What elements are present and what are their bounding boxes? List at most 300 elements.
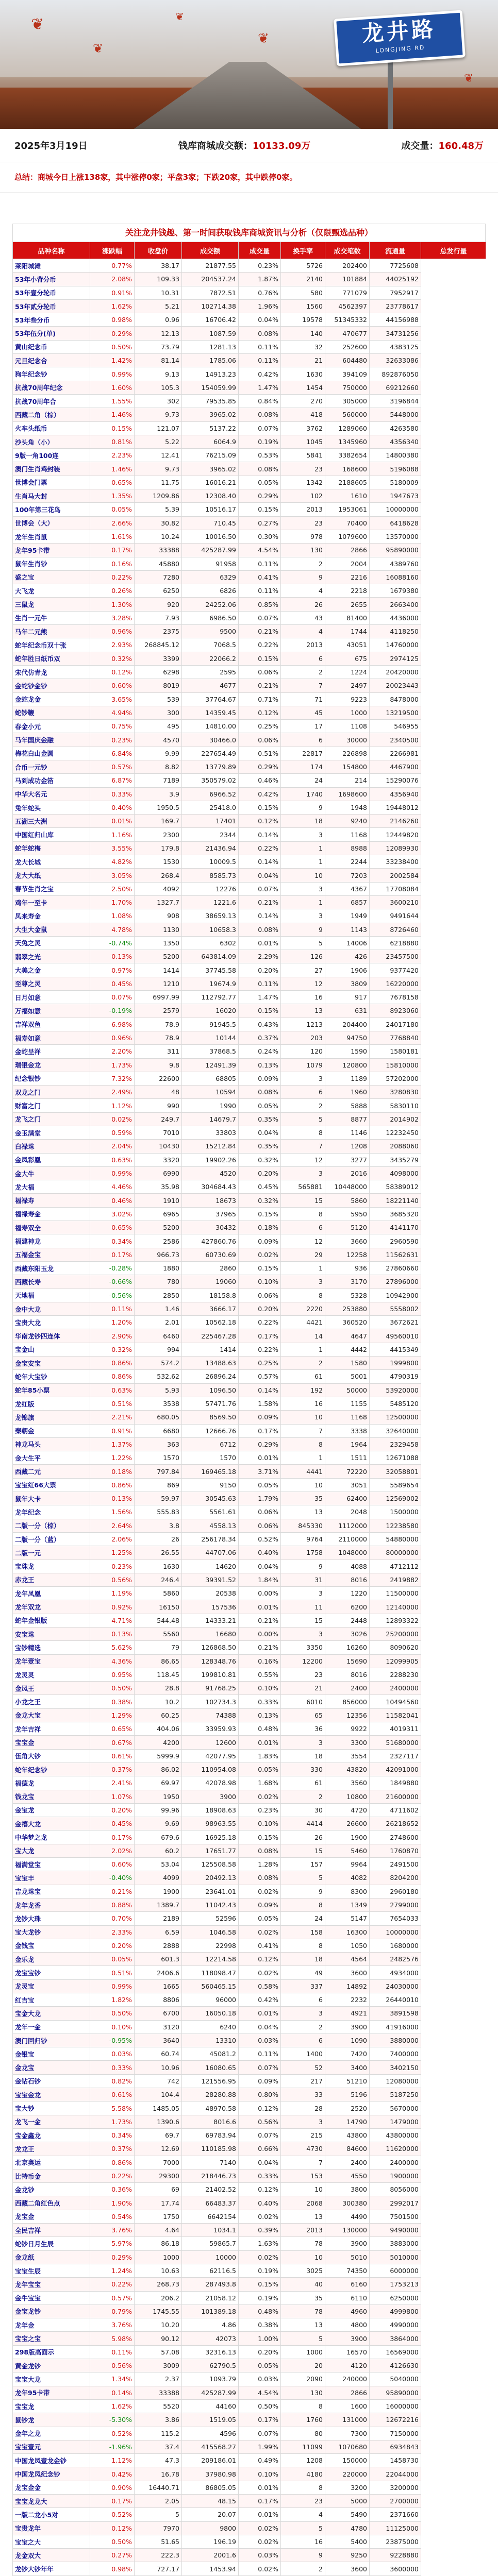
table-row[interactable] <box>13 1776 486 1790</box>
table-row[interactable] <box>13 1749 486 1762</box>
table-row[interactable] <box>13 2359 486 2372</box>
item-name-cell[interactable]: 53年贰分轮币 <box>13 299 90 313</box>
table-row[interactable] <box>13 1153 486 1166</box>
table-row[interactable] <box>13 1261 486 1275</box>
table-row[interactable] <box>13 2399 486 2413</box>
item-name-cell[interactable]: 龙钞大珠 <box>13 1912 90 1925</box>
table-row[interactable] <box>13 1383 486 1397</box>
table-row[interactable] <box>13 2156 486 2169</box>
item-name-cell[interactable]: 金凤王 <box>13 1682 90 1695</box>
table-row[interactable] <box>13 1329 486 1343</box>
table-row[interactable] <box>13 1627 486 1640</box>
table-row[interactable] <box>13 1166 486 1180</box>
table-row[interactable] <box>13 1979 486 1993</box>
table-row[interactable] <box>13 1817 486 1831</box>
table-row[interactable] <box>13 598 486 611</box>
item-name-cell[interactable]: 宝宝龙 <box>13 2399 90 2413</box>
table-row[interactable] <box>13 2304 486 2318</box>
table-row[interactable] <box>13 1058 486 1072</box>
table-row[interactable] <box>13 2264 486 2277</box>
table-row[interactable] <box>13 421 486 435</box>
table-row[interactable] <box>13 1858 486 1871</box>
column-header[interactable]: 成交额 <box>182 242 239 259</box>
table-row[interactable] <box>13 611 486 624</box>
item-name-cell[interactable]: 鼠年生肖钞 <box>13 557 90 570</box>
item-name-cell[interactable]: 福德龙 <box>13 1776 90 1790</box>
table-row[interactable] <box>13 299 486 313</box>
table-row[interactable] <box>13 2224 486 2237</box>
table-row[interactable] <box>13 1641 486 1654</box>
table-row[interactable] <box>13 977 486 990</box>
table-row[interactable] <box>13 2047 486 2061</box>
item-name-cell[interactable]: 龙金双大 <box>13 2549 90 2562</box>
table-row[interactable] <box>13 1072 486 1085</box>
table-row[interactable] <box>13 2345 486 2359</box>
item-name-cell[interactable]: 金龙宝 <box>13 2061 90 2074</box>
item-name-cell[interactable]: 西藏长寿 <box>13 1275 90 1289</box>
item-name-cell[interactable]: 蛇钞日月生辰 <box>13 2237 90 2250</box>
item-name-cell[interactable]: 53年壹分轮币 <box>13 286 90 299</box>
table-row[interactable] <box>13 2481 486 2494</box>
item-name-cell[interactable]: 天兔之灵 <box>13 936 90 950</box>
item-name-cell[interactable]: 福寿双全 <box>13 1221 90 1234</box>
table-row[interactable] <box>13 1126 486 1140</box>
table-row[interactable] <box>13 1803 486 1817</box>
table-row[interactable] <box>13 489 486 503</box>
table-row[interactable] <box>13 2549 486 2562</box>
table-row[interactable] <box>13 354 486 367</box>
item-name-cell[interactable]: 宝大龙钞 <box>13 1925 90 1939</box>
table-row[interactable] <box>13 855 486 869</box>
item-name-cell[interactable]: 白禄珠 <box>13 1140 90 1153</box>
table-row[interactable] <box>13 923 486 936</box>
table-row[interactable] <box>13 273 486 286</box>
item-name-cell[interactable]: 龙年吉祥 <box>13 1722 90 1736</box>
item-name-cell[interactable]: 安宝珠 <box>13 1627 90 1640</box>
item-name-cell[interactable]: 兔年蛇头 <box>13 801 90 814</box>
table-row[interactable] <box>13 286 486 299</box>
item-name-cell[interactable]: 金宝安宝 <box>13 1357 90 1370</box>
table-row[interactable] <box>13 1207 486 1221</box>
table-row[interactable] <box>13 2020 486 2033</box>
item-name-cell[interactable]: 比特币金 <box>13 2169 90 2182</box>
column-header[interactable]: 成交量 <box>239 242 281 259</box>
item-name-cell[interactable]: 龙灵宝 <box>13 1979 90 1993</box>
table-row[interactable] <box>13 841 486 855</box>
item-name-cell[interactable]: 中国红归山库 <box>13 828 90 841</box>
table-row[interactable] <box>13 449 486 462</box>
item-name-cell[interactable]: 中国龙凤纪念钞 <box>13 2467 90 2481</box>
table-row[interactable] <box>13 1465 486 1478</box>
table-row[interactable] <box>13 2278 486 2291</box>
table-row[interactable] <box>13 1411 486 1424</box>
item-name-cell[interactable]: 龙年宝宝 <box>13 2278 90 2291</box>
item-name-cell[interactable]: 福禄寿金 <box>13 1207 90 1221</box>
table-row[interactable] <box>13 1912 486 1925</box>
item-name-cell[interactable]: 吉龙珠宝 <box>13 1885 90 1898</box>
table-row[interactable] <box>13 570 486 584</box>
item-name-cell[interactable]: 春节生肖之宝 <box>13 882 90 895</box>
table-row[interactable] <box>13 2535 486 2548</box>
item-name-cell[interactable]: 大美之金 <box>13 963 90 977</box>
table-row[interactable] <box>13 1587 486 1600</box>
table-row[interactable] <box>13 462 486 476</box>
item-name-cell[interactable]: 马到成功金箔 <box>13 774 90 787</box>
item-name-cell[interactable]: 龙钞大钞年年 <box>13 2562 90 2575</box>
item-name-cell[interactable]: 大生大金鼠 <box>13 923 90 936</box>
item-name-cell[interactable]: 金大生平 <box>13 1451 90 1465</box>
column-header[interactable]: 总发行量 <box>421 242 486 259</box>
table-row[interactable] <box>13 1762 486 1776</box>
item-name-cell[interactable]: 金凤彩凰 <box>13 1153 90 1166</box>
item-name-cell[interactable]: 53年伍分(单) <box>13 327 90 340</box>
item-name-cell[interactable]: 蛇年胜日纸币双 <box>13 652 90 665</box>
item-name-cell[interactable]: 五福金宝 <box>13 1248 90 1261</box>
item-name-cell[interactable]: 福寿如意 <box>13 1031 90 1044</box>
item-name-cell[interactable]: 龙灵灵 <box>13 1668 90 1681</box>
table-row[interactable] <box>13 1289 486 1302</box>
table-row[interactable] <box>13 963 486 977</box>
item-name-cell[interactable]: 龙锦旗 <box>13 1411 90 1424</box>
table-row[interactable] <box>13 787 486 801</box>
item-name-cell[interactable]: 五湖三大洲 <box>13 815 90 828</box>
item-name-cell[interactable]: 鼠年大卡 <box>13 1492 90 1505</box>
item-name-cell[interactable]: 神龙马头 <box>13 1437 90 1451</box>
item-name-cell[interactable]: 龙红版 <box>13 1397 90 1410</box>
item-name-cell[interactable]: 三鼠龙 <box>13 598 90 611</box>
table-row[interactable] <box>13 2102 486 2115</box>
item-name-cell[interactable]: 蛇年金银版 <box>13 1614 90 1627</box>
table-row[interactable] <box>13 408 486 421</box>
table-row[interactable] <box>13 936 486 950</box>
table-row[interactable] <box>13 1993 486 2007</box>
item-name-cell[interactable]: 小龙之王 <box>13 1695 90 1708</box>
table-row[interactable] <box>13 1871 486 1885</box>
table-row[interactable] <box>13 1437 486 1451</box>
item-name-cell[interactable]: 金龙大宝 <box>13 1708 90 1722</box>
table-row[interactable] <box>13 1248 486 1261</box>
table-row[interactable] <box>13 801 486 814</box>
column-header[interactable]: 涨跌幅 <box>90 242 135 259</box>
item-name-cell[interactable]: 翡翠之光 <box>13 950 90 963</box>
item-name-cell[interactable]: 金龙纸 <box>13 2250 90 2264</box>
item-name-cell[interactable]: 日月如意 <box>13 991 90 1004</box>
item-name-cell[interactable]: 宝宝龙龙大 <box>13 2494 90 2507</box>
table-row[interactable] <box>13 815 486 828</box>
item-name-cell[interactable]: 龙宝金 <box>13 2210 90 2223</box>
table-row[interactable] <box>13 1573 486 1586</box>
table-row[interactable] <box>13 692 486 706</box>
item-name-cell[interactable]: 抗战70周年纪念 <box>13 381 90 394</box>
column-header[interactable]: 品种名称 <box>13 242 90 259</box>
table-row[interactable] <box>13 2521 486 2535</box>
table-row[interactable] <box>13 625 486 638</box>
table-row[interactable] <box>13 1180 486 1194</box>
item-name-cell[interactable]: 蛇钞鞭 <box>13 706 90 719</box>
item-name-cell[interactable]: 宝金大龙 <box>13 2007 90 2020</box>
item-name-cell[interactable]: 金中大龙 <box>13 1302 90 1315</box>
table-row[interactable] <box>13 584 486 598</box>
table-row[interactable] <box>13 557 486 570</box>
table-row[interactable] <box>13 313 486 327</box>
item-name-cell[interactable]: 龙年龙香 <box>13 1898 90 1911</box>
column-header[interactable]: 换手率 <box>281 242 325 259</box>
item-name-cell[interactable]: 福满堂宝 <box>13 1858 90 1871</box>
table-row[interactable] <box>13 1194 486 1207</box>
table-row[interactable] <box>13 1451 486 1465</box>
item-name-cell[interactable]: 龙大福 <box>13 1180 90 1194</box>
item-name-cell[interactable]: 金宝龙钞 <box>13 2304 90 2318</box>
item-name-cell[interactable]: 宝宝金 <box>13 1736 90 1749</box>
table-row[interactable] <box>13 1099 486 1112</box>
table-row[interactable] <box>13 1966 486 1979</box>
table-row[interactable] <box>13 476 486 489</box>
item-name-cell[interactable]: 西藏二角红色点 <box>13 2196 90 2210</box>
item-name-cell[interactable]: 9版一角100连 <box>13 449 90 462</box>
item-name-cell[interactable]: 蛇年85小票 <box>13 1383 90 1397</box>
table-row[interactable] <box>13 340 486 353</box>
item-name-cell[interactable]: 金玉满堂 <box>13 1126 90 1140</box>
item-name-cell[interactable]: 鸡年一至卡 <box>13 895 90 909</box>
item-name-cell[interactable]: 马年国庆金融 <box>13 733 90 747</box>
item-name-cell[interactable]: 伍角大钞 <box>13 1749 90 1762</box>
item-name-cell[interactable]: 纪念银钞 <box>13 1072 90 1085</box>
item-name-cell[interactable]: 金牛宝宝 <box>13 2291 90 2304</box>
table-row[interactable] <box>13 2088 486 2102</box>
table-row[interactable] <box>13 2291 486 2304</box>
table-row[interactable] <box>13 1234 486 1248</box>
table-row[interactable] <box>13 2250 486 2264</box>
item-name-cell[interactable]: 黄金龙钞 <box>13 2359 90 2372</box>
table-row[interactable] <box>13 1343 486 1356</box>
table-row[interactable] <box>13 1302 486 1315</box>
item-name-cell[interactable]: 鼠钞龙 <box>13 2413 90 2427</box>
table-row[interactable] <box>13 2061 486 2074</box>
item-name-cell[interactable]: 金蛇龙金 <box>13 692 90 706</box>
item-name-cell[interactable]: 钱龙宝 <box>13 1790 90 1803</box>
table-row[interactable] <box>13 1654 486 1668</box>
item-name-cell[interactable]: 元旦纪念合 <box>13 354 90 367</box>
item-name-cell[interactable]: 盛之宝 <box>13 570 90 584</box>
item-name-cell[interactable]: 瑞银金龙 <box>13 1058 90 1072</box>
table-row[interactable] <box>13 1695 486 1708</box>
item-name-cell[interactable]: 抗战70周年合 <box>13 394 90 408</box>
item-name-cell[interactable]: 澳门生肖鸡封装 <box>13 462 90 476</box>
item-name-cell[interactable]: 二版一分（蓝） <box>13 1532 90 1546</box>
table-row[interactable] <box>13 2169 486 2182</box>
item-name-cell[interactable]: 宝宝之宝 <box>13 2332 90 2345</box>
table-row[interactable] <box>13 1736 486 1749</box>
item-name-cell[interactable]: 马年二元熊 <box>13 625 90 638</box>
table-row[interactable] <box>13 1939 486 1952</box>
item-name-cell[interactable]: 龙年95卡带 <box>13 544 90 557</box>
table-row[interactable] <box>13 1505 486 1519</box>
table-row[interactable] <box>13 394 486 408</box>
item-name-cell[interactable]: 天地福 <box>13 1289 90 1302</box>
item-name-cell[interactable]: 龙宝金金 <box>13 2481 90 2494</box>
item-name-cell[interactable]: 二版一元 <box>13 1546 90 1560</box>
column-header[interactable]: 收盘价 <box>135 242 182 259</box>
table-row[interactable] <box>13 2033 486 2047</box>
item-name-cell[interactable]: 莱阳城滩 <box>13 259 90 273</box>
item-name-cell[interactable]: 宝贵大龙 <box>13 1316 90 1329</box>
item-name-cell[interactable]: 53年叁分币 <box>13 313 90 327</box>
item-name-cell[interactable]: 金蛇呈祥 <box>13 1045 90 1058</box>
table-row[interactable] <box>13 1316 486 1329</box>
item-name-cell[interactable]: 澳门回归钞 <box>13 2033 90 2047</box>
table-row[interactable] <box>13 828 486 841</box>
table-row[interactable] <box>13 1004 486 1018</box>
table-row[interactable] <box>13 720 486 733</box>
table-row[interactable] <box>13 1953 486 1966</box>
table-row[interactable] <box>13 774 486 787</box>
table-row[interactable] <box>13 435 486 448</box>
table-row[interactable] <box>13 760 486 773</box>
item-name-cell[interactable]: 赤龙王 <box>13 1573 90 1586</box>
table-row[interactable] <box>13 869 486 882</box>
table-row[interactable] <box>13 1045 486 1058</box>
item-name-cell[interactable]: 中国龙凤壹龙金钞 <box>13 2454 90 2467</box>
item-name-cell[interactable]: 西藏二角（棕） <box>13 408 90 421</box>
table-row[interactable] <box>13 2115 486 2128</box>
table-row[interactable] <box>13 381 486 394</box>
item-name-cell[interactable]: 龙宝宝钞 <box>13 1966 90 1979</box>
item-name-cell[interactable]: 龙年凤凰 <box>13 1587 90 1600</box>
item-name-cell[interactable]: 秦朝金 <box>13 1424 90 1437</box>
item-name-cell[interactable]: 宝宝丰 <box>13 1871 90 1885</box>
item-name-cell[interactable]: 蛇年蛇梅 <box>13 841 90 855</box>
item-name-cell[interactable]: 金银宝 <box>13 2047 90 2061</box>
table-row[interactable] <box>13 1614 486 1627</box>
table-row[interactable] <box>13 1112 486 1126</box>
table-row[interactable] <box>13 2413 486 2427</box>
table-row[interactable] <box>13 2128 486 2142</box>
table-row[interactable] <box>13 2142 486 2156</box>
item-name-cell[interactable]: 一版二龙小5对 <box>13 2508 90 2521</box>
table-row[interactable] <box>13 1397 486 1410</box>
table-row[interactable] <box>13 2196 486 2210</box>
table-row[interactable] <box>13 882 486 895</box>
item-name-cell[interactable]: 金钻石钞 <box>13 2074 90 2088</box>
item-name-cell[interactable]: 龙大长城 <box>13 855 90 869</box>
table-row[interactable] <box>13 1546 486 1560</box>
table-row[interactable] <box>13 2386 486 2399</box>
column-header[interactable]: 流通量 <box>370 242 421 259</box>
item-name-cell[interactable]: 龙年双龙 <box>13 1600 90 1614</box>
table-row[interactable] <box>13 2467 486 2481</box>
table-row[interactable] <box>13 1898 486 1911</box>
table-row[interactable] <box>13 747 486 760</box>
item-name-cell[interactable]: 合币一元钞 <box>13 760 90 773</box>
item-name-cell[interactable]: 龙年壹宝 <box>13 1654 90 1668</box>
item-name-cell[interactable]: 龙大大纸 <box>13 869 90 882</box>
table-row[interactable] <box>13 1600 486 1614</box>
item-name-cell[interactable]: 生肖一元牛 <box>13 611 90 624</box>
item-name-cell[interactable]: 金乐龙 <box>13 1953 90 1966</box>
table-row[interactable] <box>13 1682 486 1695</box>
item-name-cell[interactable]: 金钱宝 <box>13 1939 90 1952</box>
item-name-cell[interactable]: 万福如意 <box>13 1004 90 1018</box>
table-row[interactable] <box>13 1708 486 1722</box>
item-name-cell[interactable]: 宝金山 <box>13 1343 90 1356</box>
item-name-cell[interactable]: 金蛇钞金钞 <box>13 679 90 692</box>
table-row[interactable] <box>13 1140 486 1153</box>
table-row[interactable] <box>13 1532 486 1546</box>
item-name-cell[interactable]: 金龙钞 <box>13 2183 90 2196</box>
item-name-cell[interactable]: 生肖马大封 <box>13 489 90 503</box>
table-row[interactable] <box>13 1370 486 1383</box>
item-name-cell[interactable]: 宝金鑫龙 <box>13 2128 90 2142</box>
table-row[interactable] <box>13 2237 486 2250</box>
item-name-cell[interactable]: 宋代仿青龙 <box>13 665 90 679</box>
item-name-cell[interactable]: 宝宝金龙 <box>13 2088 90 2102</box>
table-row[interactable] <box>13 1722 486 1736</box>
table-row[interactable] <box>13 2440 486 2453</box>
item-name-cell[interactable]: 梅花白山金圆 <box>13 747 90 760</box>
item-name-cell[interactable]: 中华梦之龙 <box>13 1831 90 1844</box>
item-name-cell[interactable]: 龙年生肖鼠 <box>13 530 90 543</box>
table-row[interactable] <box>13 2318 486 2332</box>
item-name-cell[interactable]: 100年第三花鸟 <box>13 503 90 516</box>
item-name-cell[interactable]: 北京奥运 <box>13 2156 90 2169</box>
item-name-cell[interactable]: 财富之门 <box>13 1099 90 1112</box>
table-row[interactable] <box>13 733 486 747</box>
table-row[interactable] <box>13 327 486 340</box>
item-name-cell[interactable]: 龙飞一金 <box>13 2115 90 2128</box>
table-row[interactable] <box>13 2332 486 2345</box>
item-name-cell[interactable]: 凤来寿金 <box>13 909 90 923</box>
item-name-cell[interactable]: 全民吉祥 <box>13 2224 90 2237</box>
item-name-cell[interactable]: 西藏二元 <box>13 1465 90 1478</box>
item-name-cell[interactable]: 蛇年纪念币双十张 <box>13 638 90 652</box>
item-name-cell[interactable]: 宝宝大龙 <box>13 2372 90 2386</box>
item-name-cell[interactable]: 福禄寿 <box>13 1194 90 1207</box>
item-name-cell[interactable]: 龙龙王 <box>13 2142 90 2156</box>
item-name-cell[interactable]: 金大牛 <box>13 1166 90 1180</box>
item-name-cell[interactable]: 宝珠龙 <box>13 1560 90 1573</box>
item-name-cell[interactable]: 西藏东阳玉龙 <box>13 1261 90 1275</box>
table-row[interactable] <box>13 950 486 963</box>
item-name-cell[interactable]: 华南龙钞四连体 <box>13 1329 90 1343</box>
item-name-cell[interactable]: 二版一分（棕） <box>13 1519 90 1532</box>
table-row[interactable] <box>13 2074 486 2088</box>
table-row[interactable] <box>13 2454 486 2467</box>
item-name-cell[interactable]: 双龙之门 <box>13 1086 90 1099</box>
item-name-cell[interactable]: 宝宝生辰 <box>13 2264 90 2277</box>
table-row[interactable] <box>13 1560 486 1573</box>
table-row[interactable] <box>13 1885 486 1898</box>
table-row[interactable] <box>13 909 486 923</box>
table-row[interactable] <box>13 2183 486 2196</box>
item-name-cell[interactable]: 龙年金 <box>13 2318 90 2332</box>
item-name-cell[interactable]: 中华大名元 <box>13 787 90 801</box>
table-row[interactable] <box>13 367 486 381</box>
item-name-cell[interactable]: 金年之龙 <box>13 2427 90 2440</box>
item-name-cell[interactable]: 龙年一金 <box>13 2020 90 2033</box>
table-row[interactable] <box>13 1221 486 1234</box>
item-name-cell[interactable]: 龙飞之门 <box>13 1112 90 1126</box>
item-name-cell[interactable]: 金禧大龙 <box>13 1817 90 1831</box>
table-row[interactable] <box>13 544 486 557</box>
item-name-cell[interactable]: 世博会门票 <box>13 476 90 489</box>
table-row[interactable] <box>13 1357 486 1370</box>
item-name-cell[interactable]: 黄山纪念币 <box>13 340 90 353</box>
table-row[interactable] <box>13 895 486 909</box>
item-name-cell[interactable]: 宝大龙 <box>13 1844 90 1857</box>
item-name-cell[interactable]: 宝钞精选 <box>13 1641 90 1654</box>
table-row[interactable] <box>13 1831 486 1844</box>
table-row[interactable] <box>13 1844 486 1857</box>
